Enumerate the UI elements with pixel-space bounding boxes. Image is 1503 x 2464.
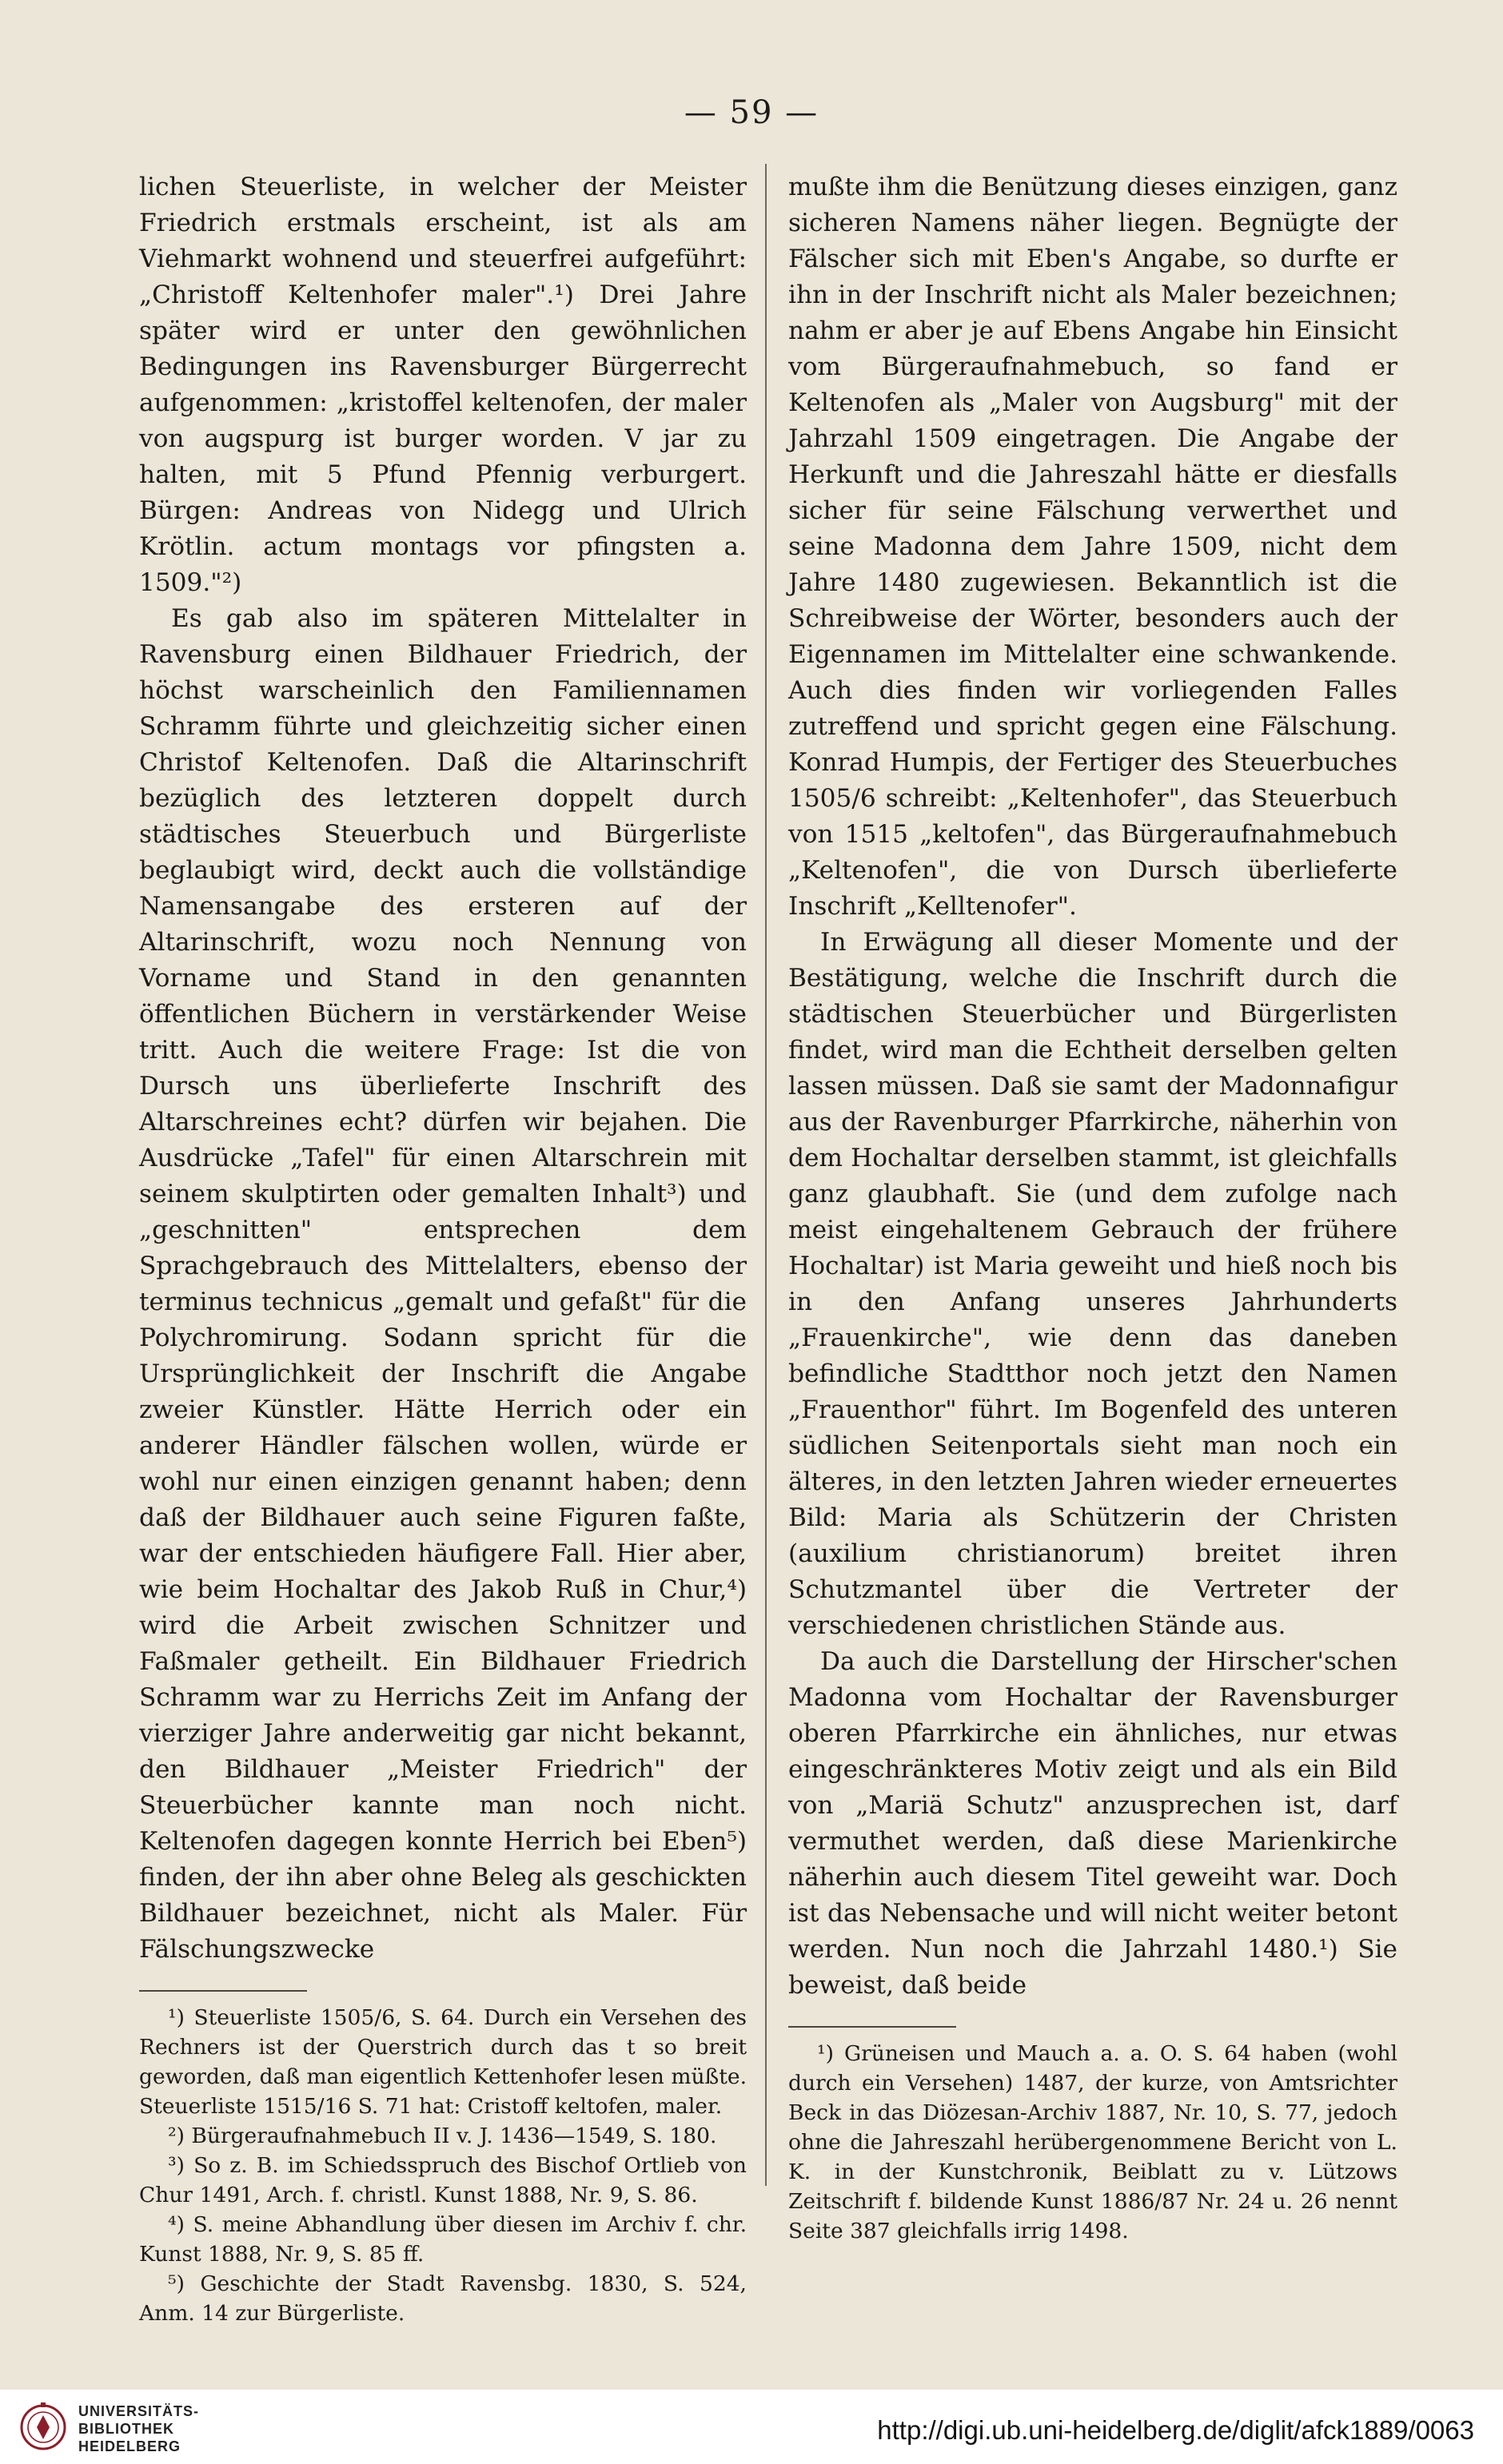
right-paragraph-3: Da auch die Darstellung der Hirscher'schen Madonna vom Hochaltar der Ravensburger oberen Pfarrkirche ein ähnliches, nur etwas eingeschränkteres Motiv zeigt und als ein Bild von „Mariä Schutz" anzusprechen ist, darf vermuthet werden, daß diese Marienkirche näherhin auch diesem Titel geweiht war. Doch ist das Nebensache und will nicht weiter betont werden. Nun noch die Jahrzahl 1480.¹) Sie beweist, daß beide — [788, 1647, 1397, 2000]
logo-line-1: UNIVERSITÄTS- — [78, 2403, 200, 2419]
left-footnote-3: ³) So z. B. im Schiedsspruch des Bischof Ortlieb von Chur 1491, Arch. f. christl. Kunst 1888, Nr. 9, S. 86. — [139, 2153, 747, 2207]
page-number: — 59 — — [684, 94, 819, 131]
right-column — [788, 169, 1397, 2246]
source-url-link[interactable]: http://digi.ub.uni-heidelberg.de/diglit/afck1889/0063 — [877, 2415, 1474, 2445]
right-footnote-1: ¹) Grüneisen und Mauch a. a. O. S. 64 haben (wohl durch ein Versehen) 1487, der kurze, von Amtsrichter Beck in das Diözesan-Archiv 1887, Nr. 10, S. 77, jedoch ohne die Jahreszahl herübergenommene Bericht von L. K. in der Kunstchronik, Beiblatt zu v. Lützows Zeitschrift f. bildende Kunst 1886/87 Nr. 24 u. 26 nennt Seite 387 gleichfalls irrig 1498. — [788, 2041, 1397, 2243]
logo-line-2: BIBLIOTHEK — [78, 2421, 174, 2437]
university-seal-icon — [19, 2396, 67, 2458]
left-footnote-2: ²) Bürgeraufnahmebuch II v. J. 1436—1549, S. 180. — [168, 2124, 717, 2148]
footnote-divider — [788, 2026, 956, 2028]
right-paragraph-1: mußte ihm die Benützung dieses einzigen, ganz sicheren Namens näher liegen. Begnügte der Fälscher sich mit Eben's Angabe, so durfte er ihn in der Inschrift nicht als Maler bezeichnen; nahm er aber je auf Ebens Angabe hin Einsicht vom Bürgeraufnahmebuch, so fand er Keltenofen als „Maler von Augsburg" mit der Jahrzahl 1509 eingetragen. Die Angabe der Herkunft und die Jahreszahl hätte er diesfalls sicher für seine Fälschung verwerthet und seine Madonna dem Jahre 1509, nicht dem Jahre 1480 zugewiesen. Bekanntlich ist die Schreibweise der Wörter, besonders auch der Eigennamen im Mittelalter eine schwankende. Auch dies finden wir vorliegenden Falles zutreffend und spricht gegen eine Fälschung. Konrad Humpis, der Fertiger des Steuerbuches 1505/6 schreibt: „Keltenhofer", das Steuerbuch von 1515 „keltofen", das Bürgeraufnahmebuch „Keltenofen", die von Dursch überlieferte Inschrift „Kelltenofer". — [788, 173, 1397, 921]
footnote-divider — [139, 1990, 307, 1992]
logo-line-3: HEIDELBERG — [78, 2438, 181, 2454]
left-column — [139, 169, 747, 2328]
right-paragraph-2: In Erwägung all dieser Momente und der Bestätigung, welche die Inschrift durch die städtischen Steuerbücher und Bürgerlisten findet, wird man die Echtheit derselben gelten lassen müssen. Daß sie samt der Madonnafigur aus der Ravenburger Pfarrkirche, näherhin von dem Hochaltar derselben stammt, ist gleichfalls ganz glaubhaft. Sie (und dem zufolge nach meist eingehaltenem Gebrauch der frühere Hochaltar) ist Maria geweiht und hieß noch bis in den Anfang unseres Jahrhunderts „Frauenkirche", wie denn das daneben befindliche Stadtthor noch jetzt den Namen „Frauenthor" führt. Im Bogenfeld des unteren südlichen Seitenportals sieht man noch ein älteres, in den letzten Jahren wieder erneuertes Bild: Maria als Schützerin der Christen (auxilium christianorum) breitet ihren Schutzmantel über die Vertreter der verschiedenen christlichen Stände aus. — [788, 928, 1397, 1640]
left-footnote-1: ¹) Steuerliste 1505/6, S. 64. Durch ein Versehen des Rechners ist der Querstrich durch das t so breit geworden, daß man eigentlich Kettenhofer lesen müßte. Steuerliste 1515/16 S. 71 hat: Cristoff keltofen, maler. — [139, 2005, 747, 2119]
left-footnote-5: ⁵) Geschichte der Stadt Ravensbg. 1830, S. 524, Anm. 14 zur Bürgerliste. — [139, 2271, 747, 2326]
left-paragraph-2: Es gab also im späteren Mittelalter in Ravensburg einen Bildhauer Friedrich, der höchst warscheinlich den Familiennamen Schramm führte und gleichzeitig sicher einen Christof Keltenofen. Daß die Altarinschrift bezüglich des letzteren doppelt durch städtisches Steuerbuch und Bürgerliste beglaubigt wird, deckt auch die vollständige Namensangabe des ersteren auf der Altarinschrift, wozu noch Nennung von Vorname und Stand in den genannten öffentlichen Büchern in verstärkender Weise tritt. Auch die weitere Frage: Ist die von Dursch uns überlieferte Inschrift des Altarschreines echt? dürfen wir bejahen. Die Ausdrücke „Tafel" für einen Altarschrein mit seinem skulptirten oder gemalten Inhalt³) und „geschnitten" entsprechen dem Sprachgebrauch des Mittelalters, ebenso der terminus technicus „gemalt und gefaßt" für die Polychromirung. Sodann spricht für die Ursprünglichkeit der Inschrift die Angabe zweier Künstler. Hätte Herrich oder ein anderer Händler fälschen wollen, würde er wohl nur einen einzigen genannt haben; denn daß der Bildhauer auch seine Figuren faßte, war der entschieden häufigere Fall. Hier aber, wie beim Hochaltar des Jakob Ruß in Chur,⁴) wird die Arbeit zwischen Schnitzer und Faßmaler getheilt. Ein Bildhauer Friedrich Schramm war zu Herrichs Zeit im Anfang der vierziger Jahre anderweitig gar nicht bekannt, den Bildhauer „Meister Friedrich" der Steuerbücher kannte man noch nicht. Keltenofen dagegen konnte Herrich bei Eben⁵) finden, der ihn aber ohne Beleg als geschickten Bildhauer bezeichnet, nicht als Maler. Für Fälschungszwecke — [139, 604, 747, 1964]
left-paragraph-1: lichen Steuerliste, in welcher der Meister Friedrich erstmals erscheint, ist als am Viehmarkt wohnend und steuerfrei aufgeführt: „Christoff Keltenhofer maler".¹) Drei Jahre später wird er unter den gewöhnlichen Bedingungen ins Ravensburger Bürgerrecht aufgenommen: „kristoffel keltenofen, der maler von augspurg ist burger worden. V jar zu halten, mit 5 Pfund Pfennig verburgert. Bürgen: Andreas von Nidegg und Ulrich Krötlin. actum montags vor pfingsten a. 1509."²) — [139, 173, 747, 597]
library-logo-text — [78, 2402, 350, 2455]
column-divider — [765, 164, 767, 2186]
left-footnote-4: ⁴) S. meine Abhandlung über diesen im Archiv f. chr. Kunst 1888, Nr. 9, S. 85 ff. — [139, 2212, 747, 2267]
